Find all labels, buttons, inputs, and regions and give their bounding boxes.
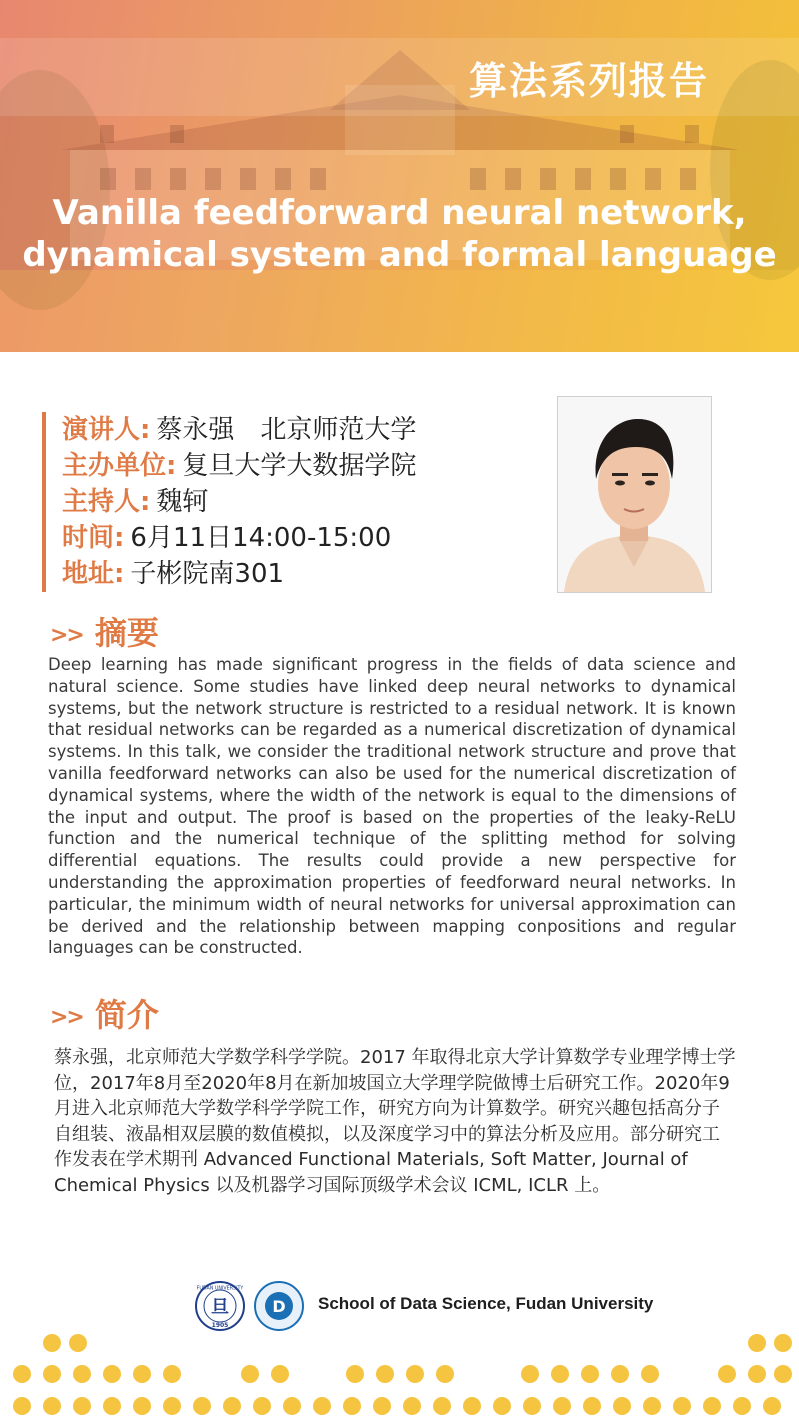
header-banner	[0, 0, 799, 352]
time-label: 时间:	[62, 523, 125, 553]
host-label: 主持人:	[62, 487, 151, 517]
svg-text:旦: 旦	[211, 1297, 229, 1318]
fudan-logo	[196, 1282, 244, 1330]
chevron-icon: >>	[50, 1004, 83, 1030]
event-info	[42, 412, 416, 592]
venue-value: 子彬院南301	[130, 559, 285, 589]
organizer-value: 复旦大学大数据学院	[182, 451, 417, 481]
chevron-icon: >>	[50, 622, 83, 648]
abstract-text: Deep learning has made significant progress in the fields of data science and natural science. Some studies have linked deep neural networks to dynamical systems, but the network structure is restricted to a residual network. It is known that residual networks can be regarded as a numerical discretization of dynamical systems. In this talk, we consider the traditional network structure and prove that vanilla feedforward networks can also be used for the numerical discretization of dynamical systems, where the width of the network is equal to the dimensions of the input and output. The proof is based on the properties of the leaky-ReLU function and the numerical technique of the splitting method for solving differential equations. The results could provide a new perspective for understanding the approximation properties of feedforward neural networks. In particular, the minimum width of neural networks for universal approximation can be derived and the relationship between mapping conpositions and regular languages can be constructed.	[48, 655, 736, 958]
organizer-row	[62, 448, 416, 484]
svg-text:D: D	[272, 1297, 286, 1316]
time-value: 6月11日14:00-15:00	[130, 523, 392, 553]
speaker-label: 演讲人:	[62, 415, 151, 445]
bio-heading	[50, 990, 159, 1036]
talk-title	[0, 192, 799, 276]
venue-row	[62, 556, 416, 592]
data-science-logo	[255, 1282, 303, 1330]
abstract-heading	[50, 608, 159, 654]
talk-title-line-2: dynamical system and formal language	[22, 235, 777, 275]
svg-text:1905: 1905	[211, 1322, 229, 1329]
host-row	[62, 484, 416, 520]
speaker-portrait	[557, 396, 712, 593]
bio-heading-text: 简介	[94, 996, 159, 1034]
footer-logos	[195, 1280, 307, 1336]
speaker-row	[62, 412, 416, 448]
venue-label: 地址:	[62, 559, 125, 589]
school-name: School of Data Science, Fudan University	[318, 1294, 654, 1313]
decorative-dots	[0, 1330, 799, 1422]
talk-title-line-1: Vanilla feedforward neural network,	[52, 193, 747, 233]
bio-text: 蔡永强，北京师范大学数学科学学院。2017 年取得北京大学计算数学专业理学博士学位，2017年8月至2020年8月在新加坡国立大学理学院做博士后研究工作。2020年9月进入北京师范大学数学科学学院工作，研究方向为计算数学。研究兴趣包括高分子自组装、液晶相双层膜的数值模拟，以及深度学习中的算法分析及应用。部分研究工作发表在学术期刊 Advanced Functional Materials, Soft Matter, Journal of Chemical Physics 以及机器学习国际顶级学术会议 ICML, ICLR 上。	[54, 1047, 736, 1196]
series-title: 算法系列报告	[468, 59, 709, 103]
svg-text:FUDAN UNIVERSITY: FUDAN UNIVERSITY	[196, 1286, 244, 1292]
organizer-label: 主办单位:	[62, 451, 177, 481]
abstract-heading-text: 摘要	[94, 614, 159, 652]
host-value: 魏轲	[156, 487, 209, 517]
time-row	[62, 520, 416, 556]
speaker-value: 蔡永强 北京师范大学	[156, 415, 417, 445]
